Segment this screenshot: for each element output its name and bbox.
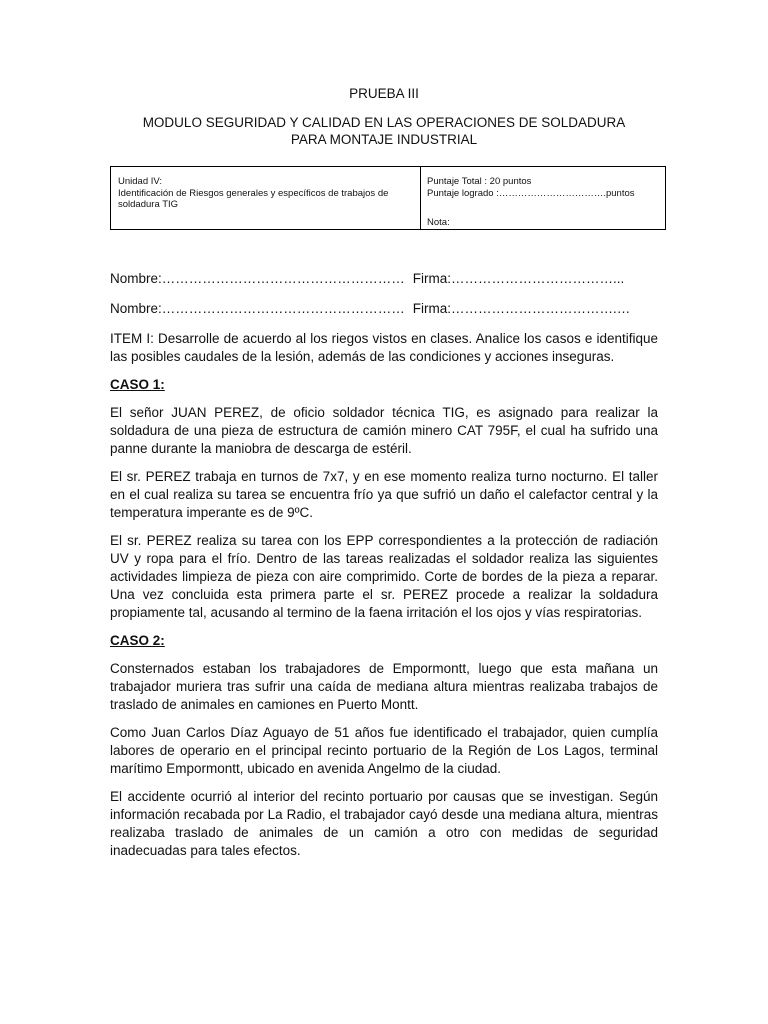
score-info-cell bbox=[421, 167, 665, 229]
unit-info-cell bbox=[111, 167, 421, 229]
subtitle-line-2: PARA MONTAJE INDUSTRIAL bbox=[290, 132, 478, 147]
case-1-paragraph: El sr. PEREZ trabaja en turnos de 7x7, y en ese momento realiza turno nocturno. El taller en el cual realiza su tarea se encuentra frío ya que sufrió un daño el calefactor central y la temperatura imperante es de 9ºC. bbox=[110, 469, 658, 520]
unit-description: Identificación de Riesgos generales y específicos de trabajos de soldadura TIG bbox=[118, 187, 389, 210]
grade-label: Nota: bbox=[427, 216, 450, 228]
document-subtitle bbox=[110, 114, 658, 148]
evaluation-header-box bbox=[110, 166, 666, 230]
case-1-paragraph: El señor JUAN PEREZ, de oficio soldador técnica TIG, es asignado para realizar la soldadura de una pieza de estructura de camión minero CAT 795F, el cual ha sufrido una panne durante la maniobra de descarga de estéril. bbox=[110, 405, 658, 456]
case-1-paragraph: El sr. PEREZ realiza su tarea con los EPP correspondientes a la protección de radiación UV y ropa para el frío. Dentro de las tareas realizadas el soldador realiza las siguientes actividades limpieza de pieza con aire comprimido. Corte de bordes de la pieza a reparar. Una vez concluida esta primera parte el sr. PEREZ procede a realizar la soldadura propiamente tal, acusando al termino de la faena irritación el los ojos y vías respiratorias. bbox=[110, 533, 658, 620]
case-2-heading: CASO 2: bbox=[110, 633, 165, 648]
total-score: Puntaje Total : 20 puntos bbox=[427, 176, 532, 187]
item-instructions: ITEM I: Desarrolle de acuerdo al los riegos vistos en clases. Analice los casos e identifique las posibles caudales de la lesión, además de las condiciones y acciones inseguras. bbox=[110, 331, 658, 364]
subtitle-line-1: MODULO SEGURIDAD Y CALIDAD EN LAS OPERACIONES DE SOLDADURA bbox=[142, 115, 626, 130]
case-2-paragraph: Consternados estaban los trabajadores de Empormontt, luego que esta mañana un trabajador muriera tras sufrir una caída de mediana altura mientras realizaba trabajos de traslado de animales en camiones en Puerto Montt. bbox=[110, 661, 658, 712]
document-title: PRUEBA III bbox=[349, 86, 419, 101]
case-2-paragraph: Como Juan Carlos Díaz Aguayo de 51 años fue identificado el trabajador, quien cumplía labores de operario en el principal recinto portuario de la Región de Los Lagos, terminal marítimo Empormontt, ubicado en avenida Angelmo de la ciudad. bbox=[110, 725, 658, 776]
name-field: Nombre:……………………………………………… bbox=[110, 271, 405, 286]
unit-label: Unidad IV: bbox=[118, 176, 163, 187]
achieved-score: Puntaje logrado :…………………………….puntos bbox=[427, 187, 635, 199]
signature-line bbox=[110, 300, 658, 318]
signature-line bbox=[110, 270, 658, 288]
case-1-heading: CASO 1: bbox=[110, 377, 165, 392]
signature-field: Firma:………………………………... bbox=[412, 271, 625, 286]
signature-field: Firma:……………………………….… bbox=[412, 301, 631, 316]
name-field: Nombre:……………………………………………… bbox=[110, 301, 405, 316]
case-2-paragraph: El accidente ocurrió al interior del recinto portuario por causas que se investigan. Según información recabada por La Radio, el trabajador cayó desde una mediana altura, mientras realizaba traslado de animales de un camión a otro con medidas de seguridad inadecuadas para tales efectos. bbox=[110, 789, 658, 858]
document-body bbox=[110, 270, 658, 870]
